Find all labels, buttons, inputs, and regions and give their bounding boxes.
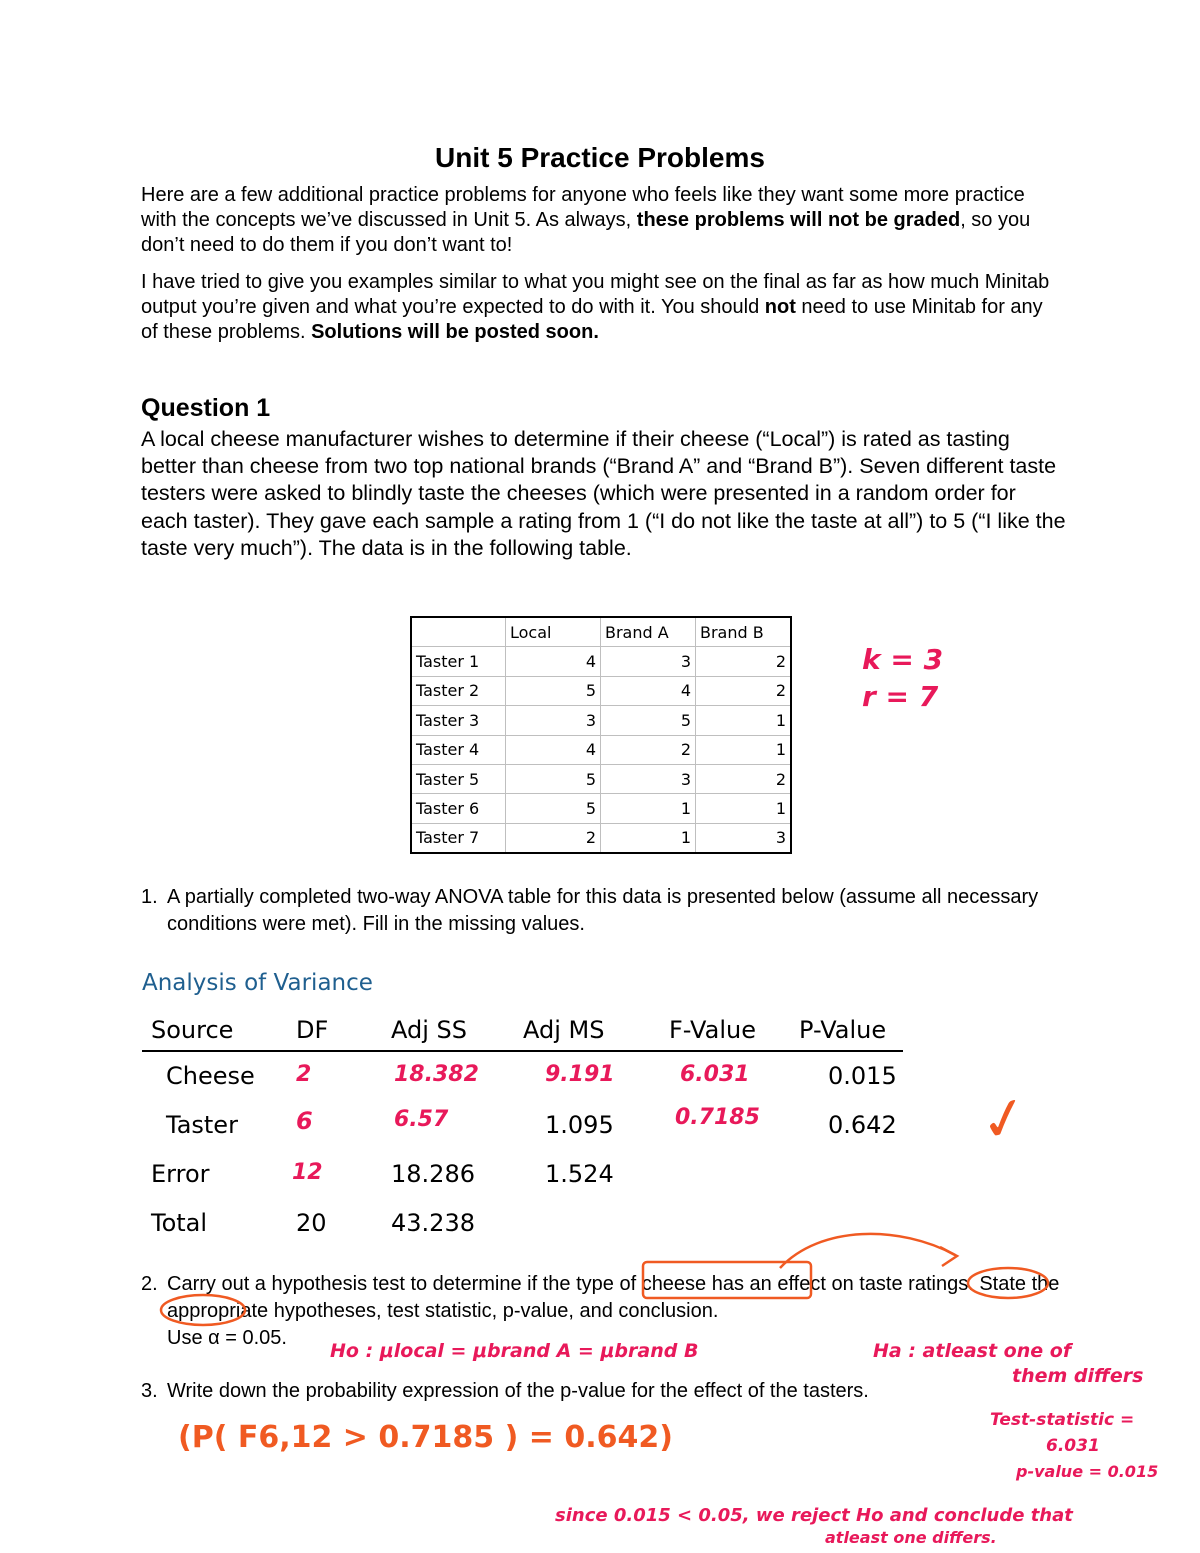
rating-cell: 3 [696,823,792,853]
taster-name: Taster 4 [411,735,506,764]
anova-ss-handwritten: 18.382 [394,1062,479,1087]
list-text: Carry out a hypothesis test to determine if the type of cheese has an effect on taste ratings. State the appropriate hypotheses, test statistic, p-value, and conclusion. [167,1273,1060,1322]
handwritten-alt-hypothesis-1: Ha : atleast one of [873,1340,1072,1362]
taster-name: Taster 1 [411,647,506,676]
handwritten-conclusion-2: atleast one differs. [825,1528,997,1547]
list-number: 2. [141,1273,158,1295]
intro-paragraph-1: Here are a few additional practice problems for anyone who feels like they want some more practice with the concepts we’ve discussed in Unit 5. As always, these problems will not be graded, so you don’t need to do them if you don’t want to! [141,184,1031,256]
taster-name: Taster 3 [411,706,506,735]
handwritten-conclusion-1: since 0.015 < 0.05, we reject Ho and conclude that [555,1505,1073,1526]
rating-cell: 1 [696,794,792,823]
rating-cell: 4 [506,647,601,676]
rating-cell: 3 [601,764,696,793]
checkmark-icon: ✓ [973,1080,1036,1158]
list-number: 1. [141,886,158,908]
ink-circle-taste [968,1268,1048,1298]
taster-name: Taster 2 [411,676,506,705]
anova-source: Error [151,1160,210,1188]
anova-f-handwritten: 6.031 [680,1062,750,1087]
ink-box-type-of-cheese [643,1262,811,1298]
rating-cell: 2 [696,764,792,793]
handwritten-test-stat-label: Test-statistic = [990,1410,1135,1430]
rating-cell: 1 [601,823,696,853]
table-header-cell: Brand B [696,617,792,647]
table-header-cell: Brand A [601,617,696,647]
anova-df-handwritten: 2 [296,1062,312,1087]
anova-df-handwritten: 6 [296,1107,313,1135]
anova-ms: 1.524 [545,1160,614,1188]
anova-f-handwritten: 0.7185 [675,1105,760,1130]
list-text: Write down the probability expression of the p-value for the effect of the tasters. [167,1380,869,1402]
rating-cell: 1 [696,735,792,764]
annotation-k: k = 3 [862,643,944,676]
rating-cell: 3 [601,647,696,676]
rating-cell: 2 [696,647,792,676]
anova-header-cell: Adj SS [391,1016,467,1044]
table-header-cell: Local [506,617,601,647]
anova-df: 20 [296,1209,327,1237]
rating-cell: 5 [506,764,601,793]
rating-cell: 5 [506,676,601,705]
taster-name: Taster 5 [411,764,506,793]
anova-header-cell: DF [296,1016,329,1044]
list-number: 3. [141,1380,158,1402]
rating-cell: 2 [696,676,792,705]
list-text: A partially completed two-way ANOVA table for this data is presented below (assume all necessary conditions were met). Fill in the missing values. [167,886,1039,935]
intro-paragraph-2: I have tried to give you examples similar to what you might see on the final as far as how much Minitab output you’re given and what you’re expected to do with it. You should not need to use Minitab for any of these problems. Solutions will be posted soon. [141,271,1050,343]
taster-name: Taster 6 [411,794,506,823]
anova-ss-handwritten: 6.57 [394,1107,449,1132]
anova-ms: 1.095 [545,1111,614,1139]
annotation-r: r = 7 [862,680,939,713]
anova-header-cell: Adj MS [523,1016,605,1044]
rating-cell: 5 [506,794,601,823]
list-text-alpha: Use α = 0.05. [167,1327,287,1349]
anova-ss: 43.238 [391,1209,475,1237]
rating-cell: 1 [696,706,792,735]
rating-cell: 4 [601,676,696,705]
handwritten-p-value: p-value = 0.015 [1016,1462,1159,1481]
question-1-heading: Question 1 [141,394,271,422]
rating-cell: 3 [506,706,601,735]
anova-p: 0.642 [828,1111,897,1139]
taster-name: Taster 7 [411,823,506,853]
anova-ss: 18.286 [391,1160,475,1188]
anova-source: Taster [166,1111,238,1139]
handwritten-null-hypothesis: Ho : μlocal = μbrand A = μbrand B [330,1340,699,1362]
anova-source: Total [151,1209,208,1237]
ink-circle-ratings [161,1295,245,1325]
rating-cell: 2 [506,823,601,853]
anova-header-cell: F-Value [669,1016,756,1044]
anova-header-cell: Source [151,1016,234,1044]
page-title: Unit 5 Practice Problems [435,142,765,173]
handwritten-probability-expression: (P( F6,12 > 0.7185 ) = 0.642) [178,1420,673,1455]
handwritten-test-stat-value: 6.031 [1046,1436,1100,1456]
anova-source: Cheese [166,1062,255,1090]
question-1-text: A local cheese manufacturer wishes to determine if their cheese (“Local”) is rated as tasting better than cheese from two top national brands (“Brand A” and “Brand B”). Seven different taste testers were asked to blindly taste the cheeses (which were presented in a random order for each taster). They gave each sample a rating from 1 (“I do not like the taste at all”) to 5 (“I like the taste very much”). The data is in the following table. [141,427,1066,560]
anova-df-handwritten: 12 [292,1160,323,1185]
anova-ms-handwritten: 9.191 [545,1062,615,1087]
anova-title: Analysis of Variance [142,970,373,996]
handwritten-alt-hypothesis-2: them differs [1012,1365,1144,1387]
anova-header-cell: P-Value [799,1016,887,1044]
anova-p: 0.015 [828,1062,897,1090]
rating-cell: 4 [506,735,601,764]
rating-cell: 2 [601,735,696,764]
rating-cell: 1 [601,794,696,823]
rating-cell: 5 [601,706,696,735]
